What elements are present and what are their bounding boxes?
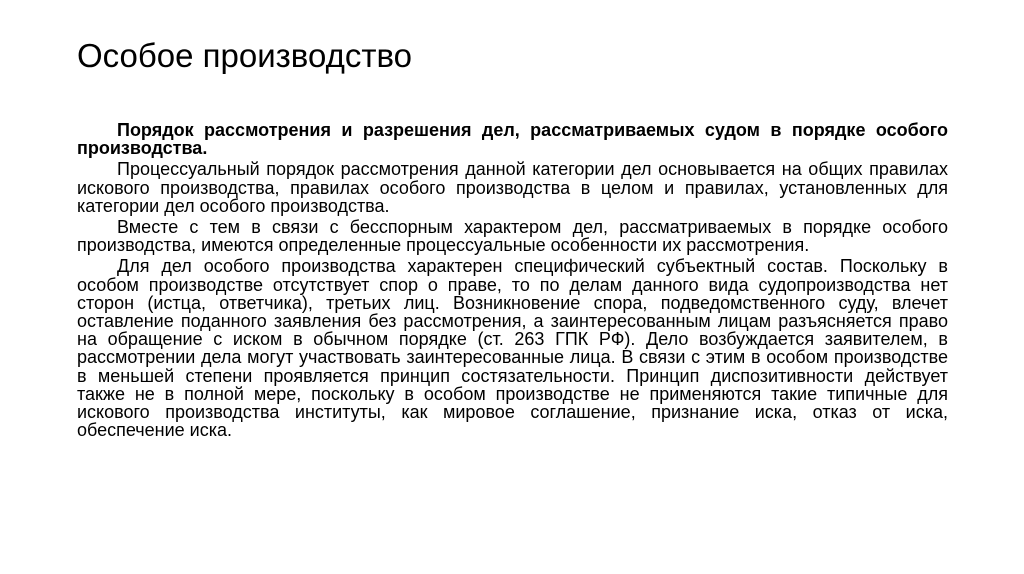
slide-title: Особое производство	[77, 37, 412, 74]
paragraph-heading: Порядок рассмотрения и разрешения дел, рассматриваемых судом в порядке особого производства.	[77, 120, 948, 159]
paragraph-features: Вместе с тем в связи с бесспорным характером дел, рассматриваемых в порядке особого производства, имеются определенные процессуальные особенности их рассмотрения.	[77, 217, 948, 256]
paragraph-subjects: Для дел особого производства характерен специфический субъектный состав. Поскольку в особом производстве отсутствует спор о праве, то по делам данного вида судопроизводства нет сторон (истца, ответчика), третьих лиц. Возникновение спора, подведомственного суду, влечет оставление поданного заявления без рассмотрения, а заинтересованным лицам разъясняется право на обращение с иском в обычном порядке (ст. 263 ГПК РФ). Дело возбуждается заявителем, в рассмотрении дела могут участвовать заинтересованные лица. В связи с этим в особом производстве в меньшей степени проявляется принцип состязательности. Принцип диспозитивности действует также не в полной мере, поскольку в особом производстве не применяются такие типичные для искового производства институты, как мировое соглашение, признание иска, отказ от иска, обеспечение иска.	[77, 256, 948, 441]
slide-body	[77, 121, 948, 442]
paragraph-procedure: Процессуальный порядок рассмотрения данной категории дел основывается на общих правилах искового производства, правилах особого производства в целом и правилах, установленных для категории дел особого производства.	[77, 159, 948, 216]
